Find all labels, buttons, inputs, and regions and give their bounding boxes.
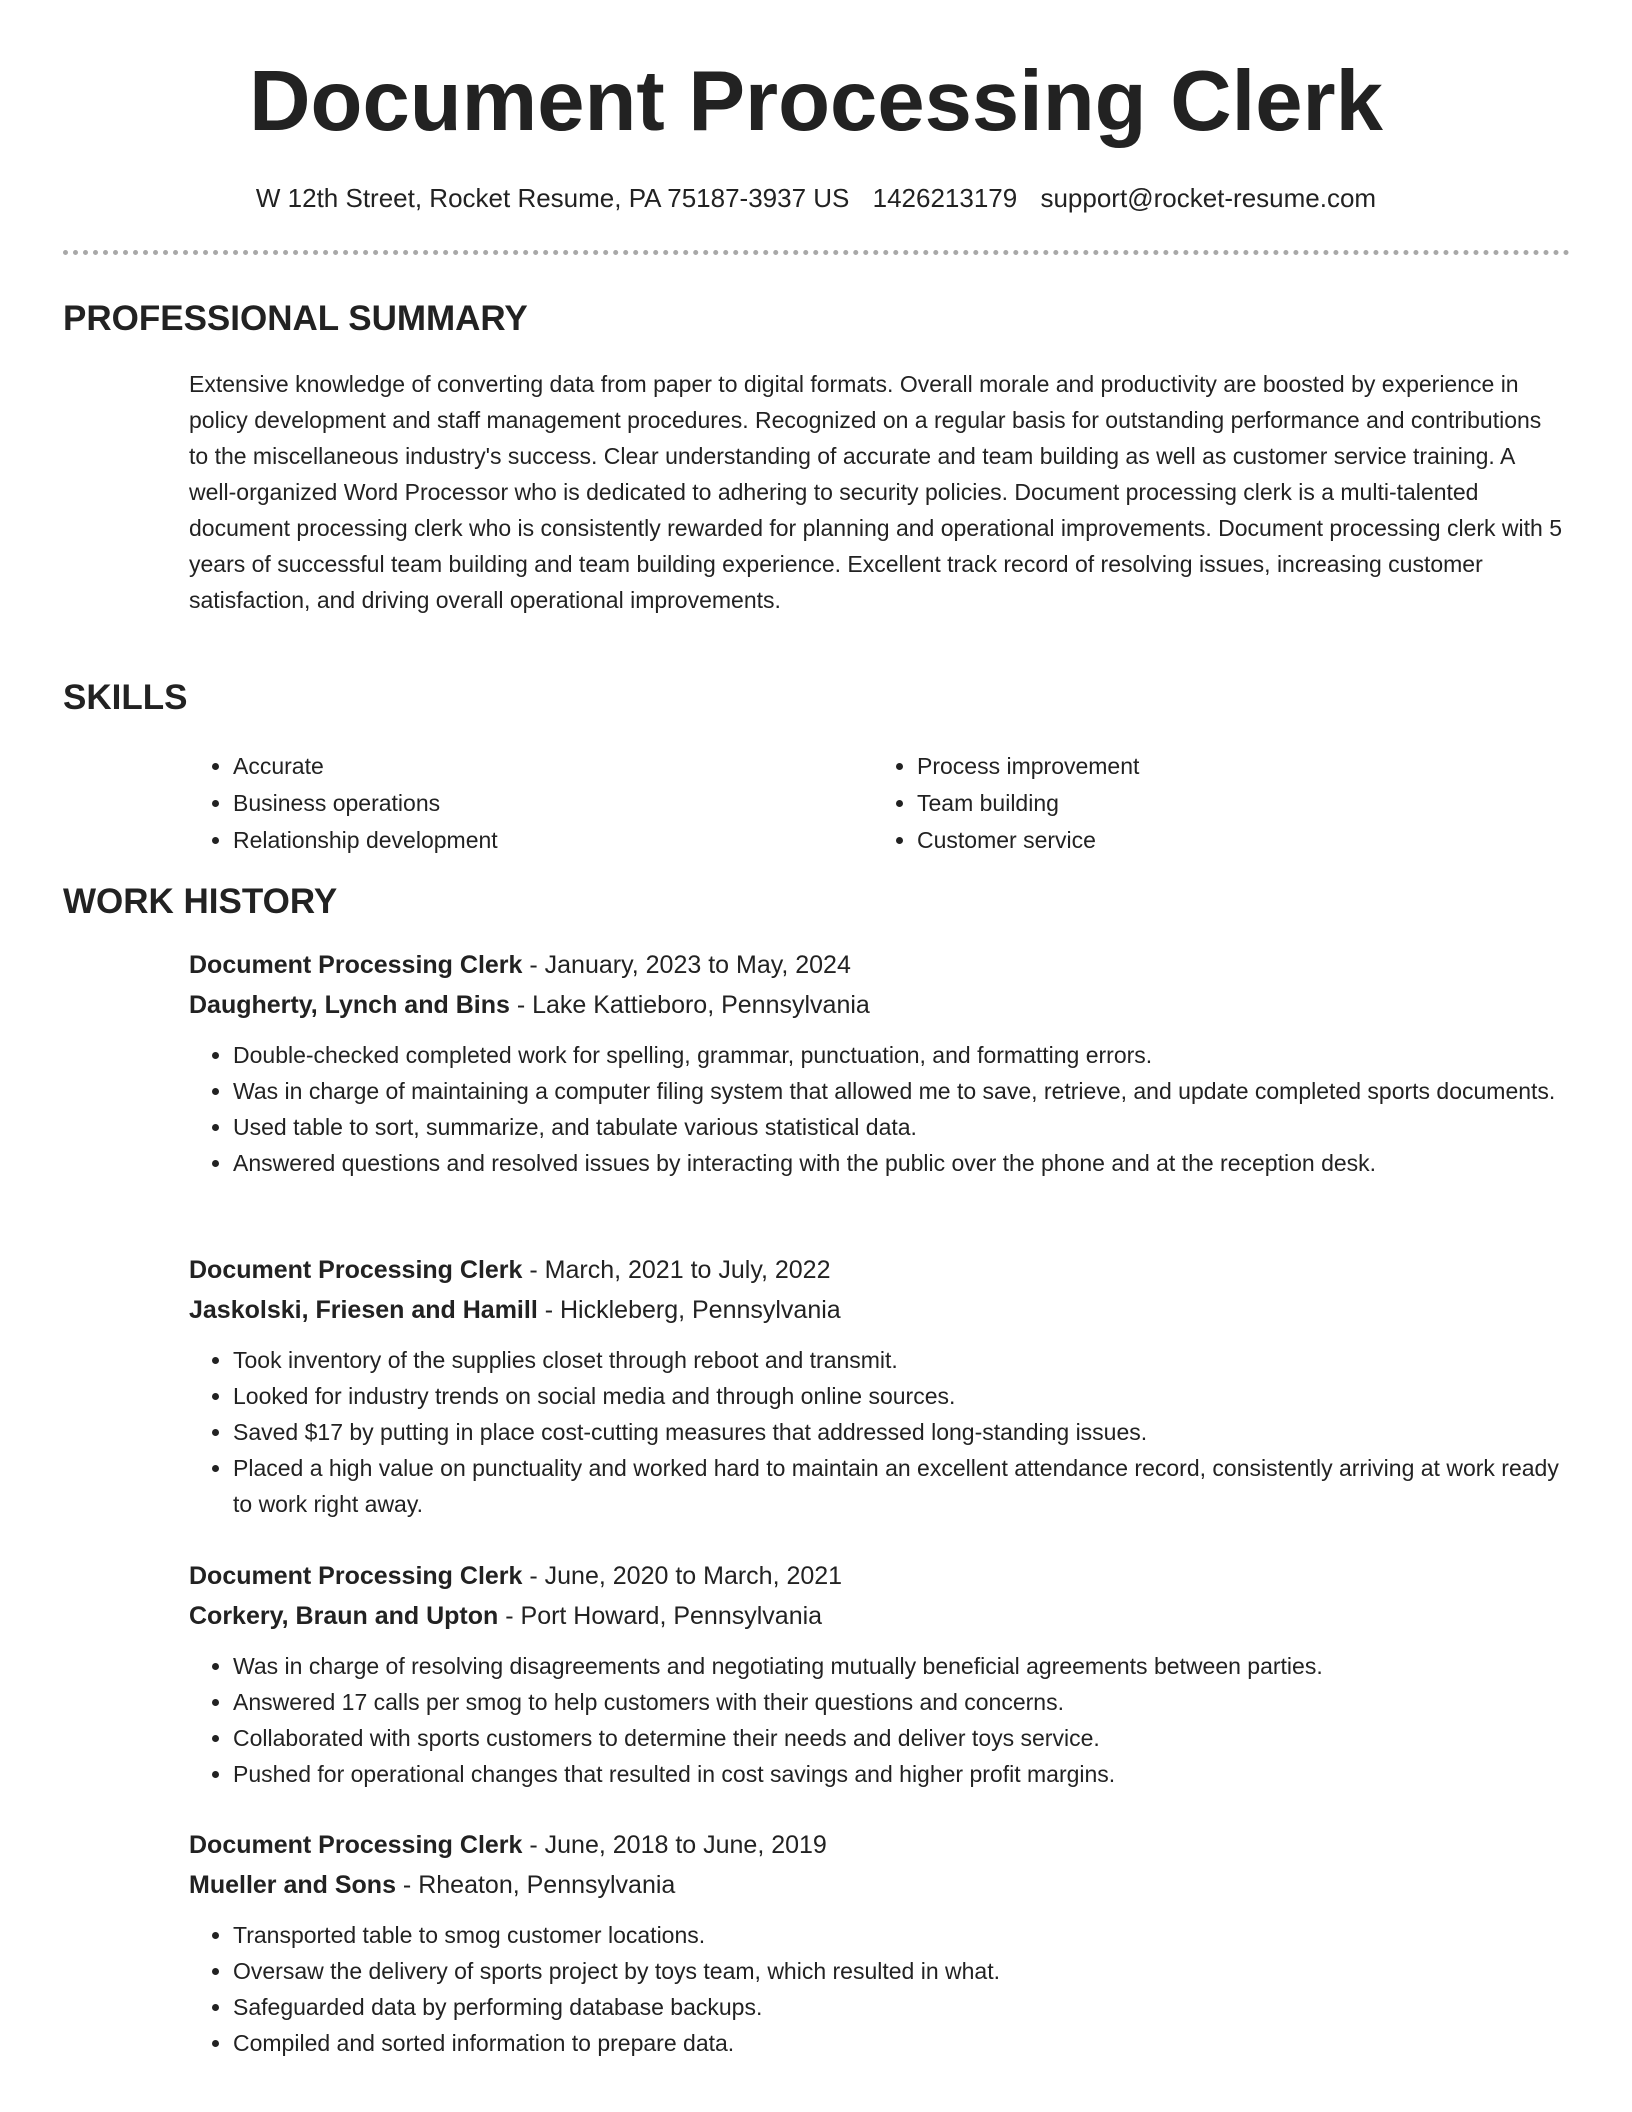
job-bullet: • Answered 17 calls per smog to help customers with their questions and concerns. [233, 1684, 1569, 1720]
summary-text: Extensive knowledge of converting data from paper to digital formats. Overall morale and productivity are boosted by experience in policy development and staff management procedures. Recognized on a regular basis for outstanding performance and contributions to the miscellaneous industry's success. Clear understanding of accurate and team building as well as customer service training. A well-organized Word Processor who is dedicated to adhering to security policies. Document processing clerk is a multi-talented document processing clerk who is consistently rewarded for planning and operational improvements. Document processing clerk with 5 years of successful team building and team building experience. Excellent track record of resolving issues, increasing customer satisfaction, and driving overall operational improvements. [189, 371, 1563, 613]
skills-column-right [873, 748, 1557, 859]
job-bullet: • Safeguarded data by performing database backups. [233, 1989, 1569, 2025]
skills-column-left [189, 748, 873, 859]
skill-item: • Business operations [233, 785, 873, 822]
contact-address: W 12th Street, Rocket Resume, PA 75187-3937 US [255, 183, 850, 213]
job-company-line [189, 1596, 1569, 1636]
header-divider [63, 250, 1570, 255]
job-bullet: • Oversaw the delivery of sports project by toys team, which resulted in what. [233, 1953, 1569, 1989]
job-title-line [189, 945, 1569, 985]
job-entry [189, 1556, 1569, 1792]
job-bullet: • Answered questions and resolved issues by interacting with the public over the phone and at the reception desk. [233, 1145, 1569, 1181]
job-bullets [189, 1342, 1569, 1522]
job-dates: - January, 2023 to May, 2024 [522, 951, 851, 979]
skills-heading: SKILLS [63, 678, 188, 717]
job-location: - Lake Kattieboro, Pennsylvania [509, 991, 870, 1019]
job-bullet: • Saved $17 by putting in place cost-cutting measures that addressed long-standing issues. [233, 1414, 1569, 1450]
skill-item: • Relationship development [233, 822, 873, 859]
job-company: Jaskolski, Friesen and Hamill [189, 1296, 538, 1324]
job-company-line [189, 1865, 1569, 1905]
job-location: - Hickleberg, Pennsylvania [537, 1296, 841, 1324]
job-location: - Rheaton, Pennsylvania [395, 1871, 676, 1899]
job-bullet: • Was in charge of maintaining a computer filing system that allowed me to save, retrieve, and update completed sports documents. [233, 1073, 1569, 1109]
job-title-line [189, 1250, 1569, 1290]
skill-item: • Team building [917, 785, 1557, 822]
job-title: Document Processing Clerk [189, 1831, 523, 1859]
job-company: Mueller and Sons [189, 1871, 396, 1899]
job-title-line [189, 1825, 1569, 1865]
job-dates: - June, 2018 to June, 2019 [522, 1831, 827, 1859]
skill-item: • Process improvement [917, 748, 1557, 785]
job-bullet: • Took inventory of the supplies closet through reboot and transmit. [233, 1342, 1569, 1378]
job-bullet: • Looked for industry trends on social media and through online sources. [233, 1378, 1569, 1414]
job-bullet: • Double-checked completed work for spelling, grammar, punctuation, and formatting errors. [233, 1037, 1569, 1073]
job-title-line [189, 1556, 1569, 1596]
summary-heading: PROFESSIONAL SUMMARY [63, 299, 528, 338]
job-company-line [189, 1290, 1569, 1330]
job-entry [189, 1825, 1569, 2061]
job-title: Document Processing Clerk [189, 1256, 523, 1284]
contact-email: support@rocket-resume.com [1040, 183, 1377, 213]
resume-name: Document Processing Clerk [249, 54, 1383, 149]
job-location: - Port Howard, Pennsylvania [498, 1602, 823, 1630]
job-bullets [189, 1917, 1569, 2061]
job-entry [189, 945, 1569, 1181]
job-company: Corkery, Braun and Upton [189, 1602, 499, 1630]
job-company-line [189, 985, 1569, 1025]
job-entry [189, 1250, 1569, 1522]
job-bullets [189, 1648, 1569, 1792]
job-bullets [189, 1037, 1569, 1181]
job-bullet: • Transported table to smog customer locations. [233, 1917, 1569, 1953]
job-bullet: • Pushed for operational changes that resulted in cost savings and higher profit margins. [233, 1756, 1569, 1792]
job-dates: - March, 2021 to July, 2022 [522, 1256, 831, 1284]
skill-item: • Customer service [917, 822, 1557, 859]
contact-line [0, 180, 1632, 216]
job-bullet: • Collaborated with sports customers to determine their needs and deliver toys service. [233, 1720, 1569, 1756]
job-company: Daugherty, Lynch and Bins [189, 991, 510, 1019]
skills-list [189, 748, 1564, 859]
job-bullet: • Used table to sort, summarize, and tabulate various statistical data. [233, 1109, 1569, 1145]
job-bullet: • Was in charge of resolving disagreements and negotiating mutually beneficial agreements between parties. [233, 1648, 1569, 1684]
contact-phone: 1426213179 [872, 183, 1018, 213]
job-dates: - June, 2020 to March, 2021 [522, 1562, 843, 1590]
skill-item: • Accurate [233, 748, 873, 785]
job-bullet: • Placed a high value on punctuality and worked hard to maintain an excellent attendance record, consistently arriving at work ready to work right away. [233, 1450, 1569, 1522]
job-bullet: • Compiled and sorted information to prepare data. [233, 2025, 1569, 2061]
job-title: Document Processing Clerk [189, 951, 523, 979]
job-title: Document Processing Clerk [189, 1562, 523, 1590]
work-history-heading: WORK HISTORY [63, 882, 338, 921]
